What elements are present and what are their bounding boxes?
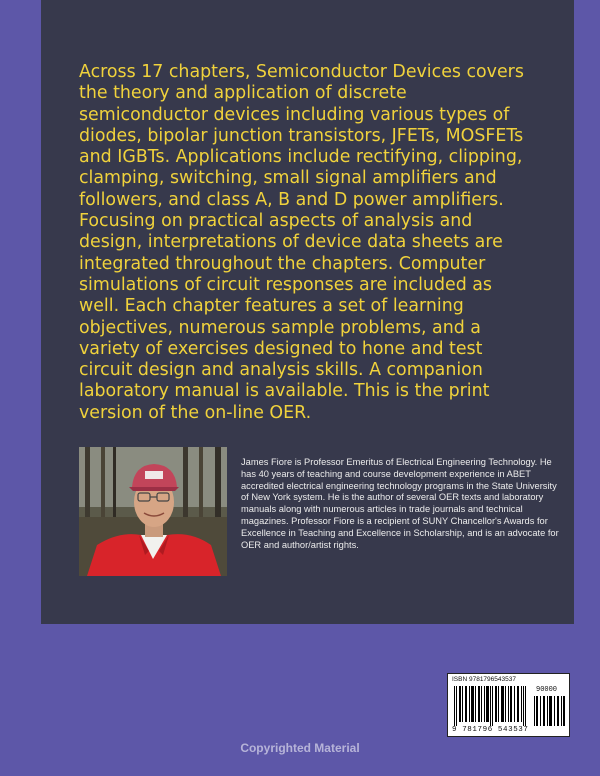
barcode-block <box>447 673 570 737</box>
price-code: 90000 <box>536 686 558 694</box>
copyright-watermark-bottom: Copyrighted Material <box>240 741 360 755</box>
book-description: Across 17 chapters, Semiconductor Devices covers the theory and application of discrete semiconductor devices including various types of diodes, bipolar junction transistors, JFETs, MOSFETs and IGBTs. Applications include rectifying, clipping, clamping, switching, small signal amplifiers and followers, and class A, B and D power amplifiers. Focusing on practical aspects of analysis and design, interpretations of device data sheets are integrated throughout the chapters. Computer simulations of circuit responses are included as well. Each chapter features a set of learning objectives, numerous sample problems, and a variety of exercises designed to hone and test circuit design and analysis skills. A companion laboratory manual is available. This is the print version of the on-line OER. <box>79 62 524 423</box>
author-bio: James Fiore is Professor Emeritus of Electrical Engineering Technology. He has 40 years of teaching and course development experience in ABET accredited electrical engineering technology programs in the State University of New York system. He is the author of several OER texts and laboratory manuals along with numerous articles in trade journals and technical magazines. Professor Fiore is a recipient of SUNY Chancellor's Awards for Excellence in Teaching and Excellence in Scholarship, and is an advocate for OER and author/artist rights. <box>241 457 559 550</box>
barcode-digits: 9 781796 543537 <box>452 726 529 734</box>
isbn-label: ISBN 9781796543537 <box>452 676 516 683</box>
author-photo <box>79 447 227 576</box>
